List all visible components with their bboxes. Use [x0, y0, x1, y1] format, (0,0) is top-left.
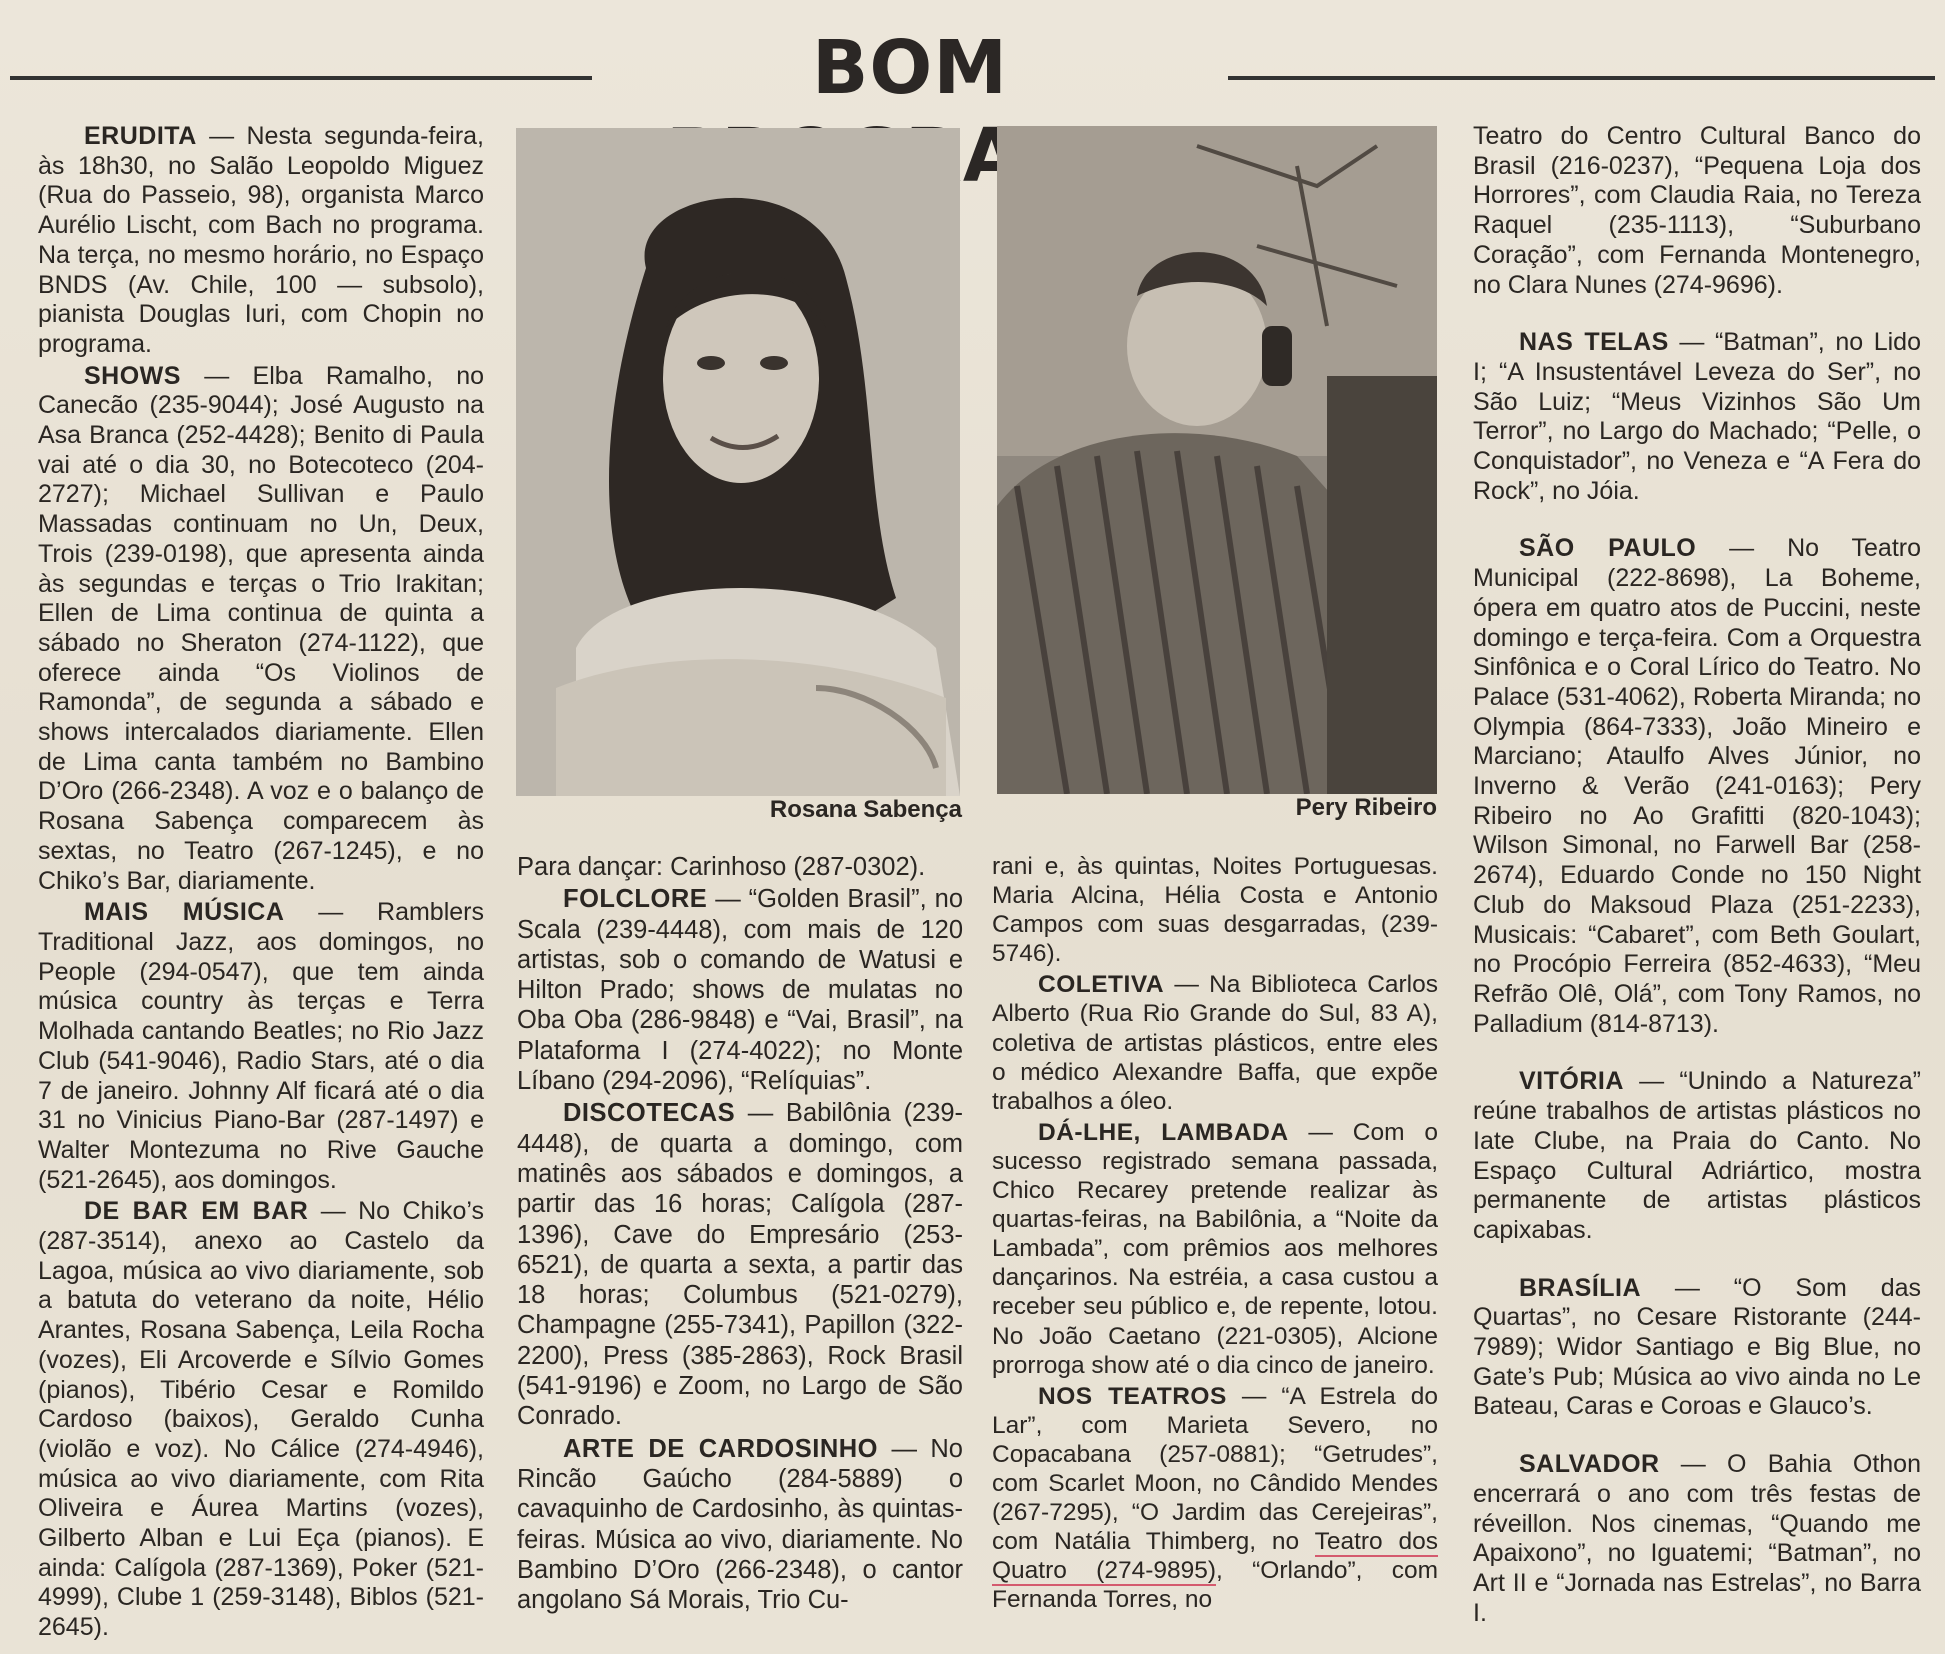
- paragraph-discotecas: [517, 1098, 963, 1431]
- section-heading: DE BAR EM BAR: [84, 1197, 309, 1226]
- highlighted-underline: Teatro dos Quatro (274-9895): [992, 1528, 1438, 1585]
- section-heading: FOLCLORE: [563, 885, 708, 914]
- section-heading: MAIS MÚSICA: [84, 898, 285, 927]
- paragraph-text: — “Batman”, no Lido I; “A Insustentável Leveza do Ser”, no São Luiz; “Meus Vizinhos São Um Terror”, no Largo do Machado; “Pelle, o Conquistador”, no Veneza e “A Fera do Rock”, no Jóia.: [1473, 328, 1921, 505]
- paragraph-text: Para dançar: Carinhoso (287-0302).: [517, 853, 926, 881]
- paragraph-text: Teatro do Centro Cultural Banco do Brasil (216-0237), “Pequena Loja dos Horrores”, com Claudia Raia, no Tereza Raquel (235-1113), “Suburbano Coração”, com Fernanda Montenegro, no Clara Nunes (274-9696).: [1473, 122, 1921, 299]
- title-rule-right: [1228, 76, 1935, 80]
- section-heading: SÃO PAULO: [1519, 534, 1697, 563]
- paragraph-text: — “Golden Brasil”, no Scala (239-4448), com mais de 120 artistas, sob o comando de Watusi e Hilton Prado; shows de mulatas no Oba Oba (286-9848) e “Vai, Brasil”, na Plataforma I (274-4022); no Monte Líbano (294-2096), “Relíquias”.: [517, 885, 963, 1096]
- section-heading: ERUDITA: [84, 122, 197, 150]
- paragraph-text-tail: , “Orlando”, com Fernanda Torres, no: [992, 1557, 1438, 1614]
- paragraph-vitoria: [1473, 1067, 1921, 1245]
- paragraph-text: — O Bahia Othon encerrará o ano com três festas de réveillon. Nos cinemas, “Quando me Apaixono”, no Iguatemi; “Batman”, no Art II e “Jornada nas Estrelas”, no Barra I.: [1473, 1450, 1921, 1627]
- paragraph-de-bar-em-bar: [38, 1197, 484, 1643]
- paragraph-da-lhe-lambada: [992, 1118, 1438, 1380]
- paragraph-continuation: [1473, 122, 1921, 300]
- paragraph-text: rani e, às quintas, Noites Portuguesas. Maria Alcina, Hélia Costa e Antonio Campos com suas desgarradas, (239-5746).: [992, 853, 1438, 968]
- paragraph-text: — “O Som das Quartas”, no Cesare Ristorante (244-7989); Widor Santiago e Big Blue, no Gate’s Pub; Música ao vivo ainda no Le Bateau, Caras e Coroas e Glauco’s.: [1473, 1273, 1921, 1421]
- photo-caption: Rosana Sabença: [769, 796, 962, 823]
- paragraph-sao-paulo: [1473, 534, 1921, 1039]
- title-rule-left: [10, 76, 592, 80]
- paragraph-nos-teatros: [992, 1382, 1438, 1615]
- column-2: [517, 852, 963, 1615]
- photo-rosana-sabenca: [516, 128, 960, 796]
- section-heading: NAS TELAS: [1519, 328, 1669, 357]
- section-heading: COLETIVA: [1038, 971, 1165, 999]
- paragraph-shows: [38, 362, 484, 897]
- section-heading: DÁ-LHE, LAMBADA: [1038, 1118, 1289, 1146]
- paragraph-continuation: [517, 852, 963, 882]
- column-1: [38, 122, 484, 1643]
- paragraph-text: — “A Estrela do Lar”, com Marieta Severo, no Copacabana (257-0881); “Getrudes”, com Scarlet Moon, no Cândido Mendes (267-7295), “O Jardim das Cerejeiras”, com Natália Thimberg, no: [992, 1382, 1438, 1556]
- portrait-man-singing-image: [997, 126, 1437, 794]
- page-title: BOM: [812, 25, 1008, 111]
- paragraph-arte-de-cardosinho: [517, 1434, 963, 1616]
- paragraph-continuation: [992, 852, 1438, 968]
- paragraph-text: — Babilônia (239-4448), de quarta a domingo, com matinês aos sábados e domingos, a partir das 16 horas; Calígola (287-1396), Cave do Empresário (253-6521), de quarta a sexta, a partir das 18 horas; Columbus (521-0279), Champagne (255-7341), Papillon (322-2200), Press (385-2863), Rock Brasil (541-9196) e Zoom, no Largo de São Conrado.: [517, 1099, 963, 1431]
- section-heading: DISCOTECAS: [563, 1099, 736, 1128]
- paragraph-text: — Ramblers Traditional Jazz, aos domingos, no People (294-0547), que tem ainda música country às terças e Terra Molhada cantando Beatles; no Rio Jazz Club (541-9046), Radio Stars, até o dia 7 de janeiro. Johnny Alf ficará até o dia 31 no Vinicius Piano-Bar (287-1497) e Walter Montezuma no Rive Gauche (521-2645), aos domingos.: [38, 898, 484, 1194]
- paragraph-text: — Na Biblioteca Carlos Alberto (Rua Rio Grande do Sul, 83 A), coletiva de artistas plásticos, entre eles o médico Alexandre Baffa, que expõe trabalhos a óleo.: [992, 971, 1438, 1115]
- masthead: [0, 18, 1945, 111]
- photo-pery-ribeiro: [997, 126, 1437, 794]
- section-heading: SALVADOR: [1519, 1450, 1660, 1479]
- photo-caption: Pery Ribeiro: [1295, 794, 1437, 821]
- section-heading: BRASÍLIA: [1519, 1273, 1642, 1302]
- paragraph-text: — Nesta segunda-feira, às 18h30, no Salão Leopoldo Miguez (Rua do Passeio, 98), organista Marco Aurélio Lischt, com Bach no programa. Na terça, no mesmo horário, no Espaço BNDS (Av. Chile, 100 — subsolo), pianista Douglas Iuri, com Chopin no programa.: [38, 122, 484, 358]
- paragraph-brasilia: [1473, 1274, 1921, 1423]
- paragraph-text: — No Chiko’s (287-3514), anexo ao Castelo da Lagoa, música ao vivo diariamente, sob a batuta do veterano da noite, Hélio Arantes, Rosana Sabença, Leila Rocha (vozes), Eli Arcoverde e Sílvio Gomes (pianos), Tibério Cesar e Romildo Cardoso (baixos), Geraldo Cunha (violão e voz). No Cálice (274-4946), música ao vivo diariamente, com Rita Oliveira e Áurea Martins (vozes), Gilberto Alban e Lui Eça (pianos). E ainda: Calígola (287-1369), Poker (521-4999), Clube 1 (259-3148), Biblos (521-2645).: [38, 1197, 484, 1642]
- portrait-woman-image: [516, 128, 960, 796]
- paragraph-text: — “Unindo a Natureza” reúne trabalhos de artistas plásticos no Iate Clube, na Praia do Canto. No Espaço Cultural Adriártico, mostra permanente de artistas plásticos capixabas.: [1473, 1067, 1921, 1244]
- paragraph-erudita: [38, 122, 484, 360]
- paragraph-coletiva: [992, 970, 1438, 1115]
- section-heading: ARTE DE CARDOSINHO: [563, 1434, 878, 1463]
- paragraph-mais-musica: [38, 898, 484, 1195]
- column-3: [992, 852, 1438, 1614]
- paragraph-text: — Elba Ramalho, no Canecão (235-9044); José Augusto na Asa Branca (252-4428); Benito di Paula vai até o dia 30, no Botecoteco (204-2727); Michael Sullivan e Paulo Massadas continuam no Un, Deux, Trois (239-0198), que apresenta ainda às segundas e terças o Trio Irakitan; Ellen de Lima continua de quinta a sábado no Sheraton (274-1122), que oferece ainda “Os Violinos de Ramonda”, de segunda a sábado e shows intercalados diariamente. Ellen de Lima canta também no Bambino D’Oro (266-2348). A voz e o balanço de Rosana Sabença comparecem às sextas, no Teatro (267-1245), e no Chiko’s Bar, diariamente.: [38, 361, 484, 895]
- paragraph-salvador: [1473, 1450, 1921, 1628]
- paragraph-text: — No Rincão Gaúcho (284-5889) o cavaquinho de Cardosinho, às quintas-feiras. Música ao vivo, diariamente. No Bambino D’Oro (266-2348), o cantor angolano Sá Morais, Trio Cu-: [517, 1434, 963, 1615]
- paragraph-nas-telas: [1473, 328, 1921, 506]
- paragraph-text: — No Teatro Municipal (222-8698), La Boheme, ópera em quatro atos de Puccini, neste domingo e terça-feira. Com a Orquestra Sinfônica e o Coral Lírico do Teatro. No Palace (531-4062), Roberta Miranda; no Olympia (864-7333), João Mineiro e Marciano; Ataulfo Alves Júnior, no Inverno & Verão (241-0163); Pery Ribeiro no Ao Grafitti (820-1043); Wilson Simonal, no Farwell Bar (258-2674), Eduardo Conde no 150 Night Club do Maksoud Plaza (251-2233), Musicais: “Cabaret”, com Beth Goulart, no Procópio Ferreira (852-4633), “Meu Refrão Olê, Olá”, com Tony Ramos, no Palladium (814-8713).: [1473, 534, 1922, 1038]
- section-heading: NOS TEATROS: [1038, 1382, 1227, 1410]
- section-heading: VITÓRIA: [1519, 1067, 1624, 1096]
- column-4: [1473, 122, 1921, 1628]
- paragraph-folclore: [517, 884, 963, 1096]
- section-heading: SHOWS: [84, 361, 181, 390]
- paragraph-text: — Com o sucesso registrado semana passada, Chico Recarey pretende realizar às quartas-feiras, na Babilônia, a “Noite da Lambada”, com prêmios aos melhores dançarinos. Na estréia, a casa custou a receber seu público e, de repente, lotou. No João Caetano (221-0305), Alcione prorroga show até o dia cinco de janeiro.: [992, 1118, 1439, 1379]
